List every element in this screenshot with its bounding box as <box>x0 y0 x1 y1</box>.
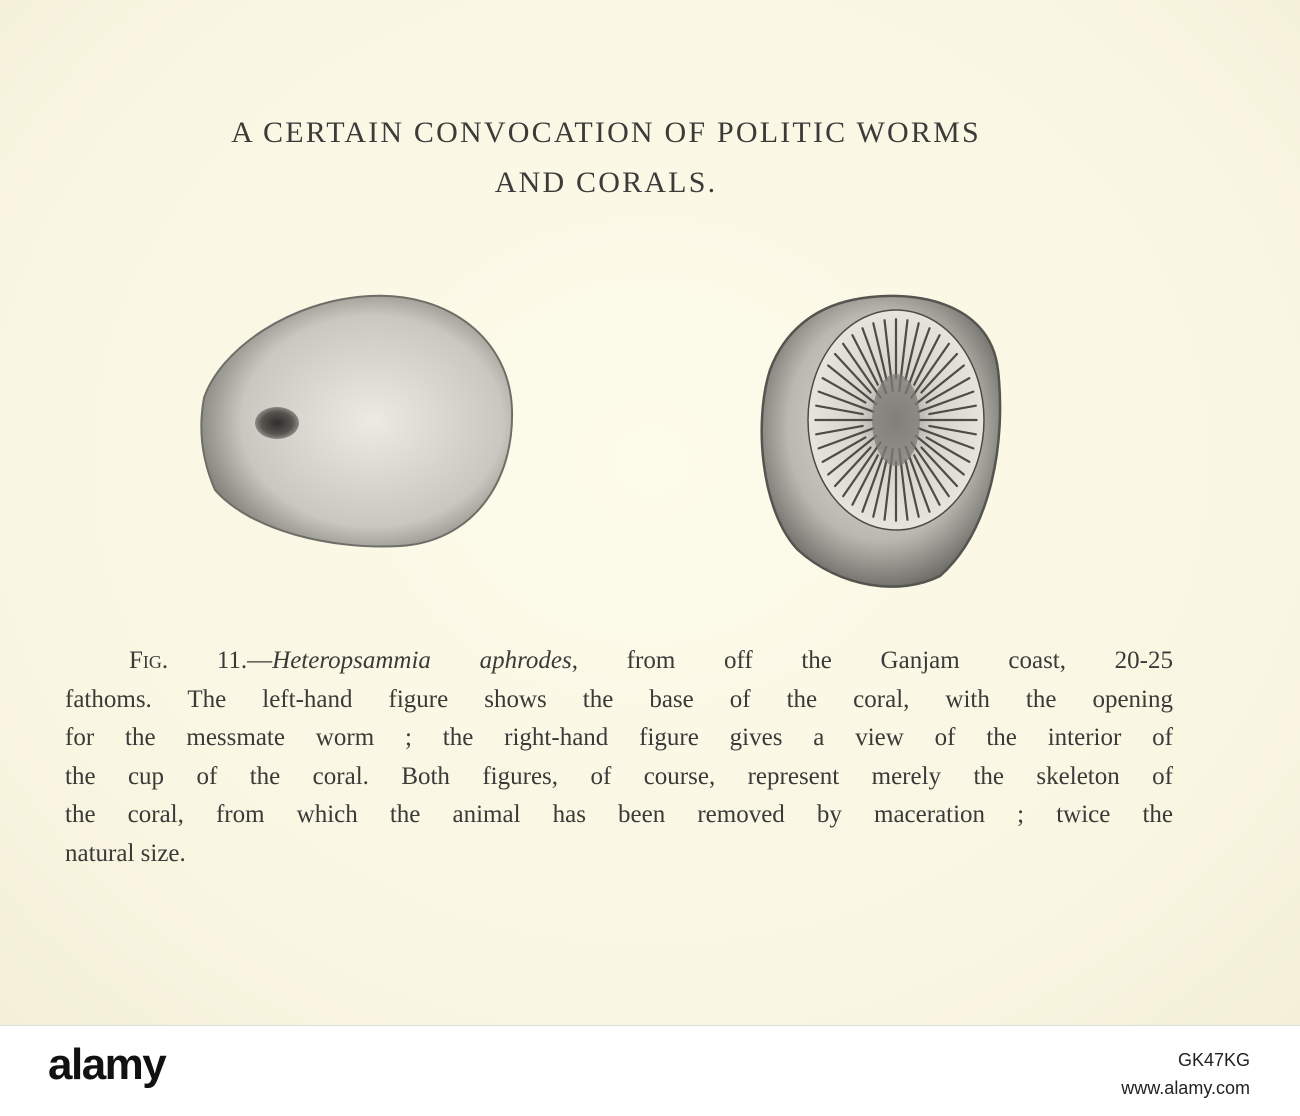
title-line-1: A CERTAIN CONVOCATION OF POLITIC WORMS <box>231 116 981 149</box>
caption-line-2: fathoms. The left-hand figure shows the base of the coral, with the opening <box>65 685 1173 713</box>
coral-base-figure <box>201 296 512 547</box>
caption-line-4: the cup of the coral. Both figures, of course, represent merely the skeleton of <box>65 762 1173 790</box>
coral-figure <box>180 280 1060 610</box>
figure-label: Fig. <box>129 647 217 674</box>
image-id: GK47KG <box>1177 1050 1250 1070</box>
title-line-2: AND CORALS. <box>494 166 718 199</box>
coral-cup-figure <box>762 296 1000 587</box>
caption-line-5: the coral, from which the animal has been removed by maceration ; twice the <box>65 801 1173 828</box>
coral-illustration <box>180 280 1060 610</box>
coral-base-outline <box>201 296 512 547</box>
coral-columella <box>872 374 920 466</box>
caption-line-6: natural size. <box>65 839 186 867</box>
species-name: Heteropsammia aphrodes <box>272 647 572 674</box>
page-title <box>0 108 1212 208</box>
site-url: www.alamy.com <box>1121 1078 1250 1098</box>
caption-dash: — <box>247 647 273 674</box>
figure-caption <box>65 642 1173 873</box>
brand-logo: alamy <box>48 1040 166 1089</box>
figure-number: 11. <box>216 647 248 674</box>
caption-line-1-rest: , from off the Ganjam coast, 20-25 <box>571 647 1173 674</box>
caption-line-3: for the messmate worm ; the right-hand figure gives a view of the interior of <box>65 724 1173 751</box>
messmate-worm-opening <box>255 407 299 439</box>
stock-footer <box>0 1025 1300 1116</box>
caption-line-1 <box>65 642 1173 681</box>
